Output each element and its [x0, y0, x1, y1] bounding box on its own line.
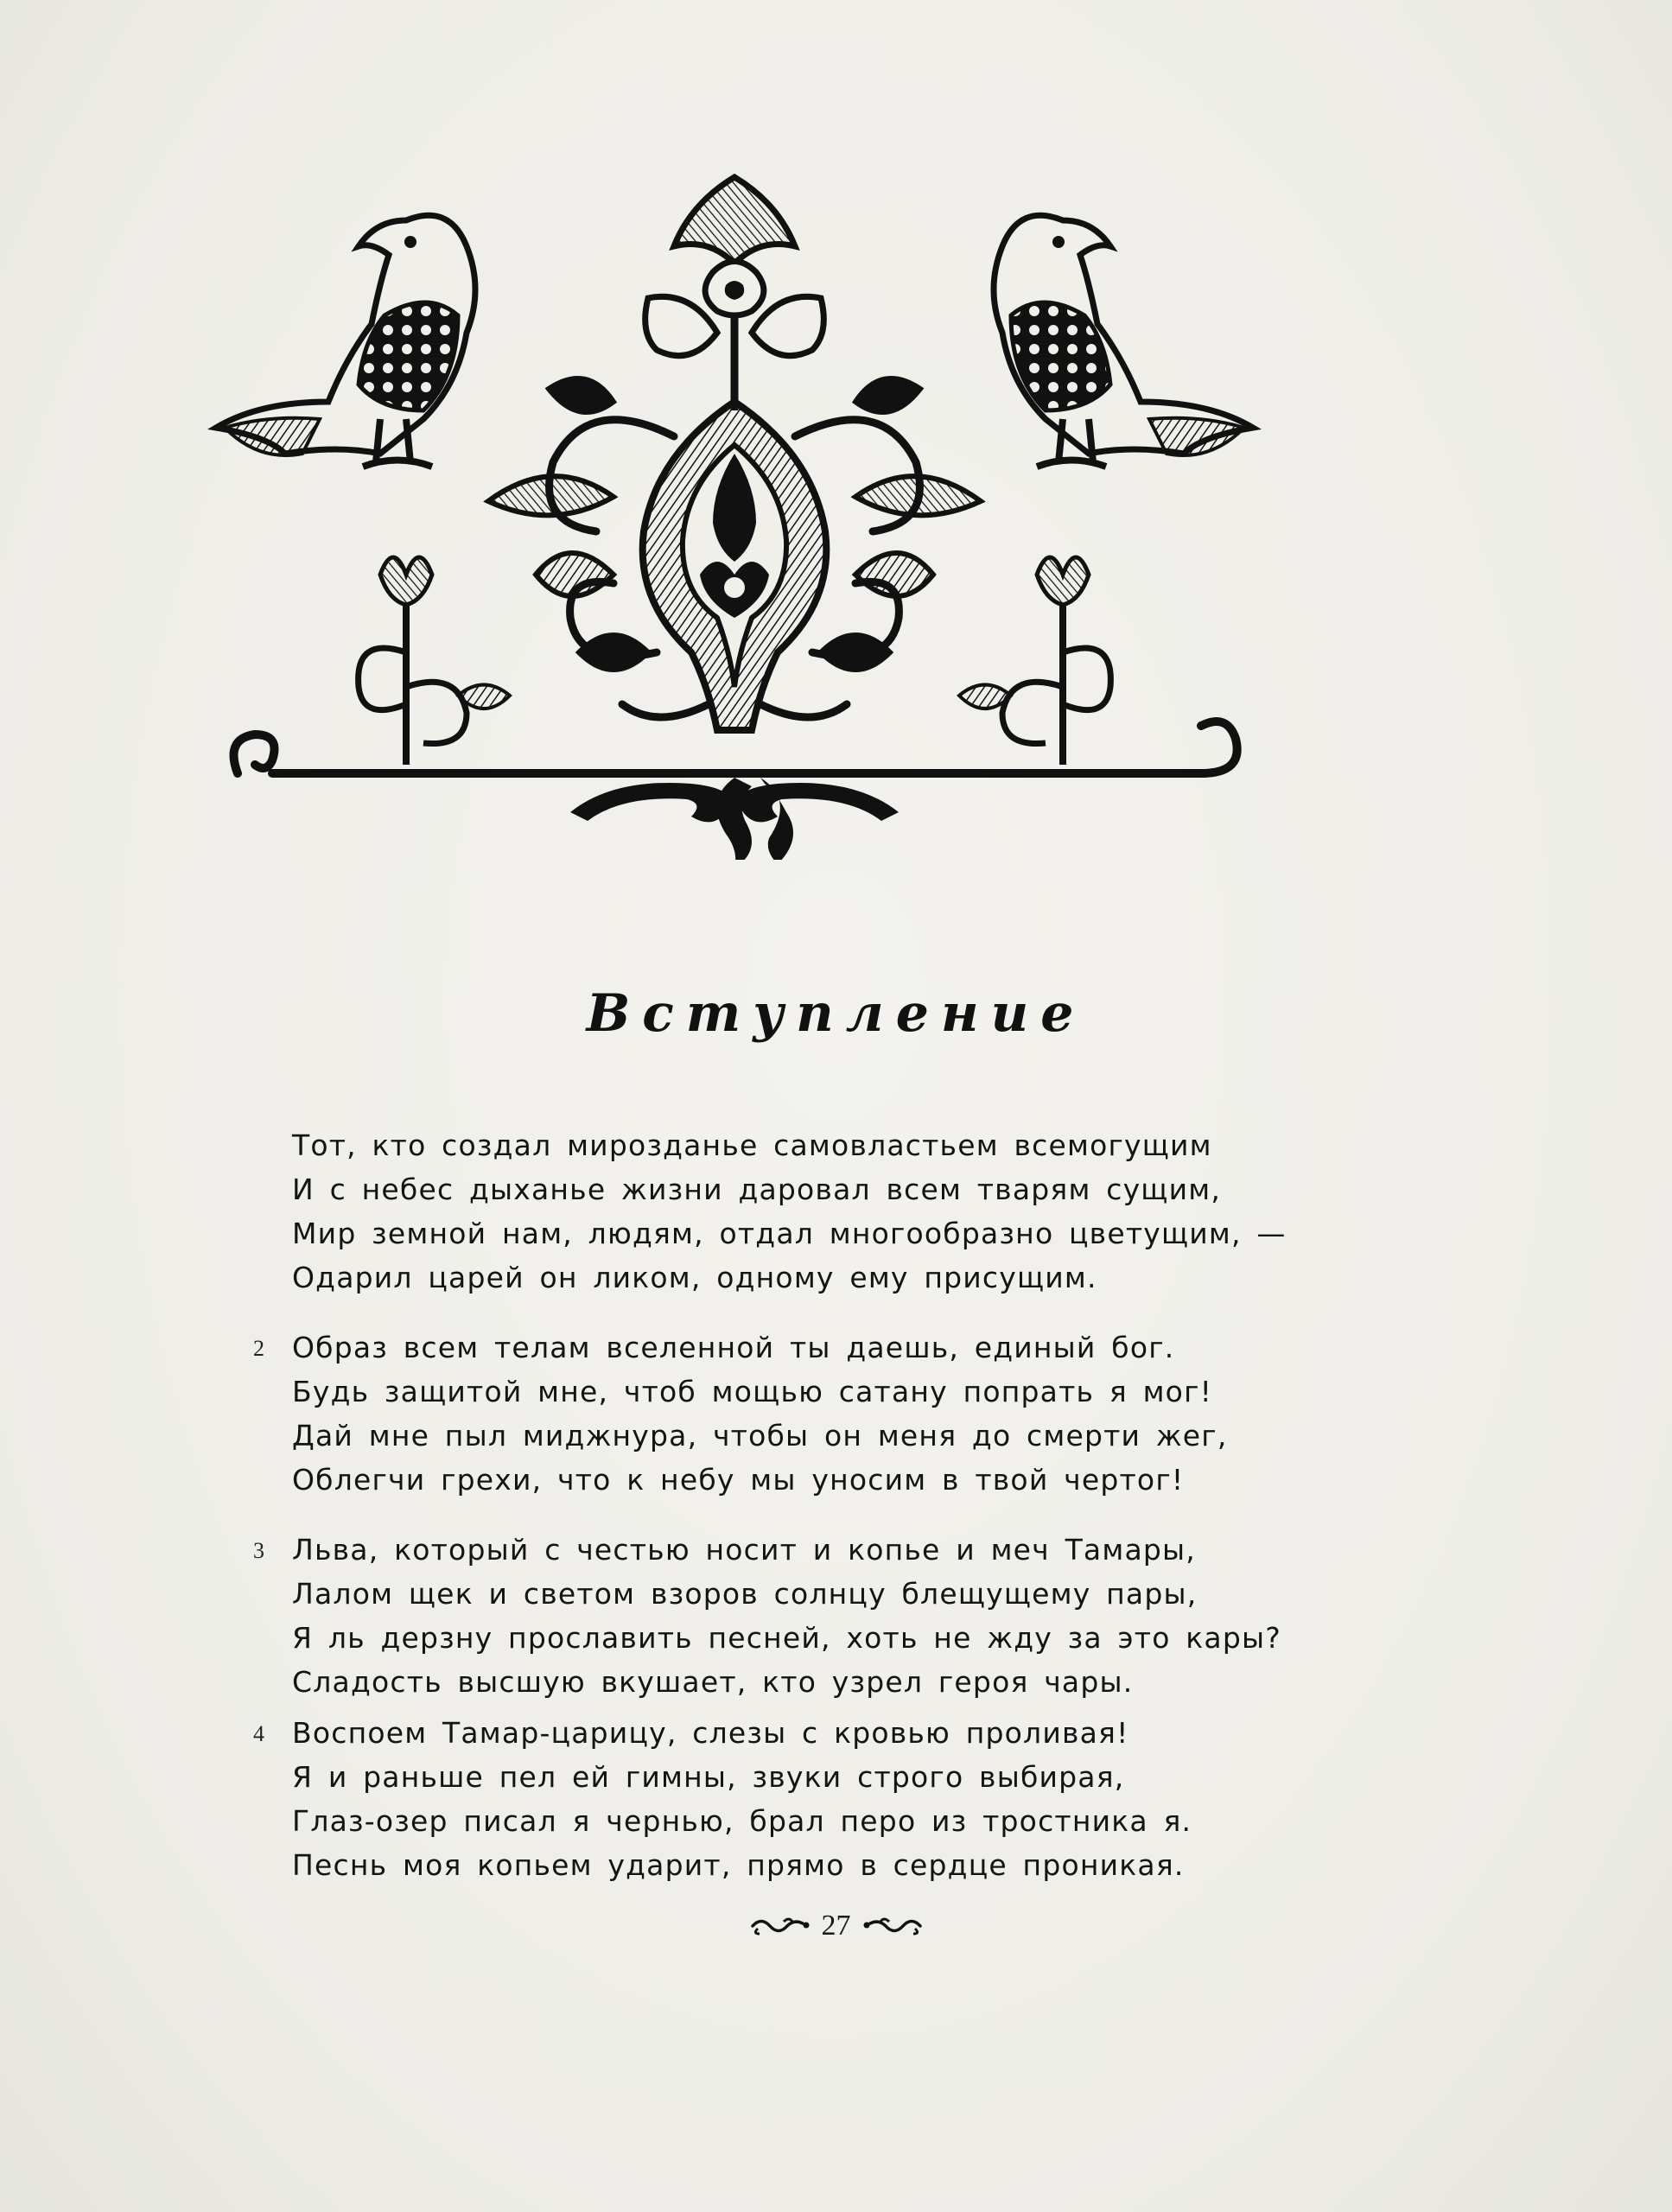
verse-line: Облегчи грехи, что к небу мы уносим в твой чертог!	[292, 1463, 1185, 1497]
top-flower	[645, 177, 824, 410]
stanza-number: 3	[253, 1538, 264, 1563]
verse-line: Тот, кто создал мирозданье самовластьем всемогущим	[292, 1128, 1212, 1162]
verse-line: Воспоем Тамар-царицу, слезы с кровью проливая!	[292, 1716, 1129, 1750]
verse-line: Одарил царей он ликом, одному ему присущим.	[292, 1261, 1097, 1294]
verse-line: Глаз-озер писал я чернью, брал перо из тростника я.	[292, 1804, 1192, 1838]
verse-line: Льва, который с честью носит и копье и меч Тамары,	[292, 1533, 1196, 1567]
left-bird	[216, 215, 475, 467]
left-small-flower	[359, 557, 510, 765]
verse-line: Образ всем телам вселенной ты даешь, единый бог.	[292, 1331, 1175, 1364]
right-small-flower	[959, 557, 1110, 765]
page-number: 27	[821, 1910, 851, 1942]
right-bird	[994, 215, 1253, 467]
verse-line: Будь защитой мне, чтоб мощью сатану попрать я мог!	[292, 1375, 1213, 1408]
verse-line: Сладость высшую вкушает, кто узрел героя чары.	[292, 1665, 1134, 1699]
stanza-number: 4	[253, 1721, 264, 1746]
central-vase	[643, 402, 827, 730]
scroll-flourish-icon	[861, 1915, 924, 1937]
ornamental-headpiece	[207, 168, 1262, 860]
stanza-2	[253, 1325, 1372, 1502]
verse-line: Дай мне пыл миджнура, чтобы он меня до смерти жег,	[292, 1419, 1228, 1452]
page-footer	[0, 1910, 1672, 1945]
verse-line: Лалом щек и светом взоров солнцу блещущему пары,	[292, 1577, 1198, 1611]
scroll-flourish-icon	[749, 1915, 811, 1937]
lower-scroll	[570, 778, 899, 860]
stanza-number: 2	[253, 1336, 264, 1361]
verse-line: Я и раньше пел ей гимны, звуки строго выбирая,	[292, 1760, 1125, 1794]
stanza-3	[253, 1528, 1372, 1704]
verse-line: Мир земной нам, людям, отдал многообразно цветущим, —	[292, 1217, 1287, 1250]
stanza-4	[253, 1711, 1372, 1887]
verse-line: Песнь моя копьем ударит, прямо в сердце проникая.	[292, 1848, 1185, 1882]
stanza-1	[292, 1123, 1372, 1300]
verse-line: И с небес дыханье жизни даровал всем тварям сущим,	[292, 1173, 1222, 1206]
chapter-title: Вступление	[586, 983, 1086, 1044]
verse-line: Я ль дерзну прославить песней, хоть не жду за это кары?	[292, 1621, 1281, 1655]
